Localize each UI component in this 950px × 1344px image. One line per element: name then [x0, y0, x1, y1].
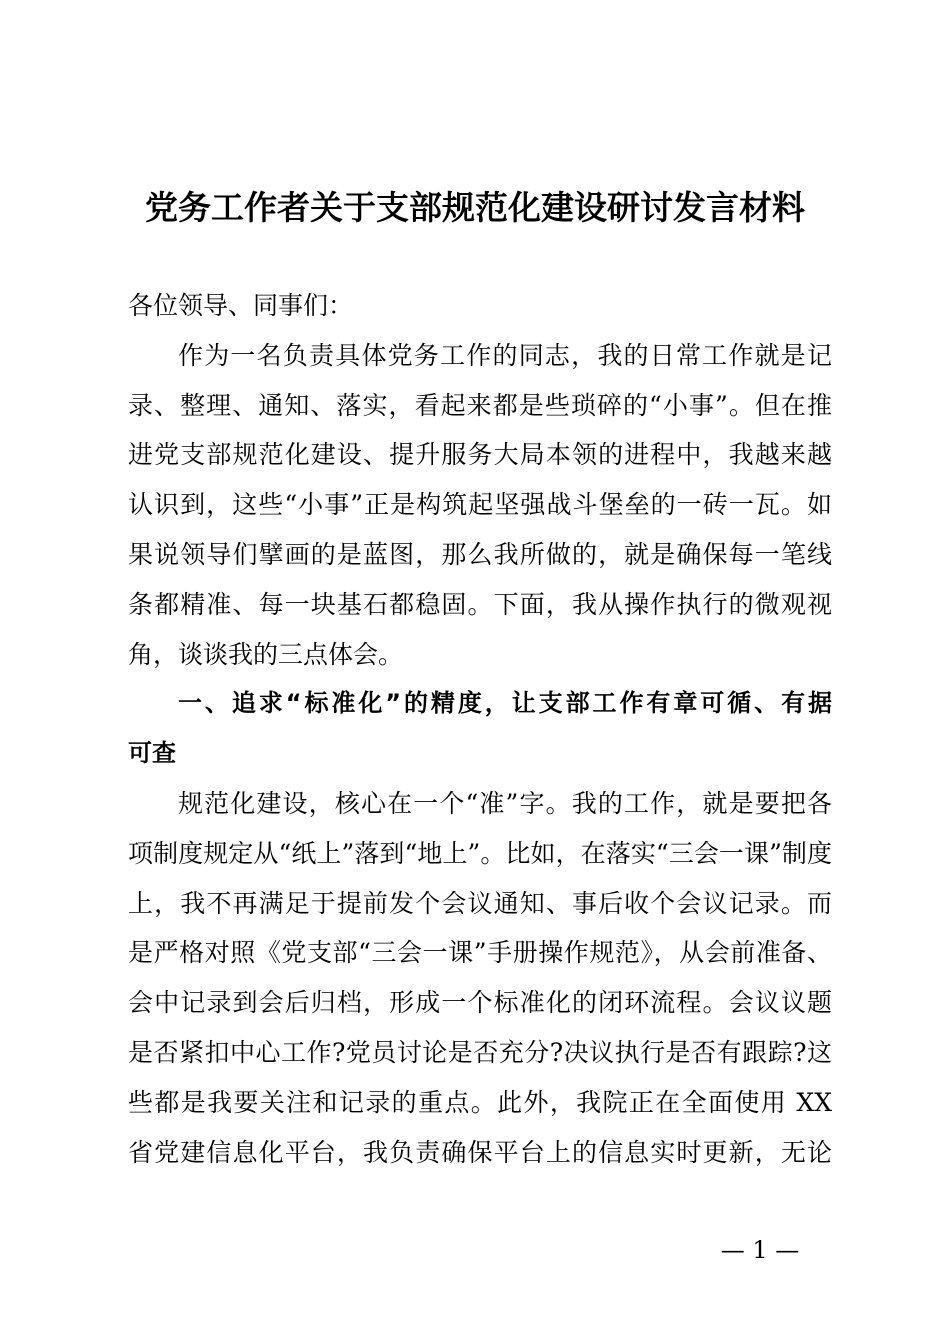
- paragraph-2-line-5: 会中记录到会后归档，形成一个标准化的闭环流程。会议议题: [128, 988, 832, 1018]
- paragraph-1-line-7: 角，谈谈我的三点体会。: [128, 639, 404, 669]
- paragraph-1-line-6: 条都精准、每一块基石都稳固。下面，我从操作执行的微观视: [128, 589, 832, 619]
- paragraph-1-line-1: 作为一名负责具体党务工作的同志，我的日常工作就是记: [178, 340, 832, 370]
- document-body: [128, 281, 832, 1177]
- paragraph-2-line-1: 规范化建设，核心在一个“准”字。我的工作，就是要把各: [178, 788, 832, 818]
- paragraph-1-line-3: 进党支部规范化建设、提升服务大局本领的进程中，我越来越: [128, 440, 832, 470]
- page-number: [0, 1232, 950, 1268]
- section-heading-line-2: 可查: [128, 739, 176, 768]
- page-number-text: — 1 —: [720, 1236, 800, 1264]
- greeting: 各位领导、同事们：: [128, 291, 354, 320]
- paragraph-2-line-8: 省党建信息化平台，我负责确保平台上的信息实时更新，无论: [128, 1137, 832, 1167]
- paragraph-2-line-2: 项制度规定从“纸上”落到“地上”。比如，在落实“三会一课”制度: [128, 838, 832, 868]
- paragraph-2-line-7: 些都是我要关注和记录的重点。此外，我院正在全面使用 XX: [128, 1087, 832, 1117]
- paragraph-1-line-5: 果说领导们擘画的是蓝图，那么我所做的，就是确保每一笔线: [128, 539, 832, 569]
- paragraph-2-line-4: 是严格对照《党支部“三会一课”手册操作规范》，从会前准备、: [128, 938, 832, 968]
- paragraph-1-line-2: 录、整理、通知、落实，看起来都是些琐碎的“小事”。但在推: [128, 390, 832, 420]
- document-title: 党务工作者关于支部规范化建设研讨发言材料: [145, 188, 805, 227]
- paragraph-2-line-3: 上，我不再满足于提前发个会议通知、事后收个会议记录。而: [128, 888, 832, 918]
- section-heading-line-1: 一、追求“标准化”的精度，让支部工作有章可循、有据: [178, 689, 832, 718]
- paragraph-2-line-6: 是否紧扣中心工作?党员讨论是否充分?决议执行是否有跟踪?这: [128, 1037, 832, 1067]
- paragraph-1-line-4: 认识到，这些“小事”正是构筑起坚强战斗堡垒的一砖一瓦。如: [128, 490, 832, 520]
